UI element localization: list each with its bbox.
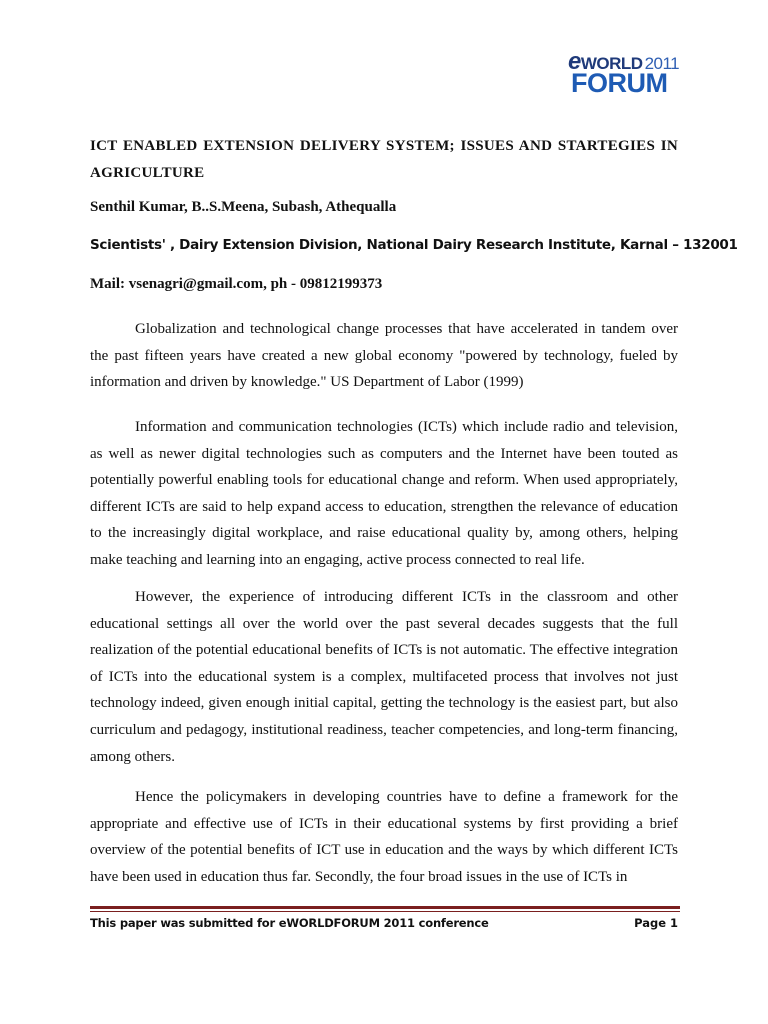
paper-title: ICT ENABLED EXTENSION DELIVERY SYSTEM; ISSUES AND STARTEGIES IN AGRICULTURE: [90, 138, 678, 181]
paper-authors: Senthil Kumar, B..S.Meena, Subash, Athequalla: [90, 199, 397, 215]
body-paragraph: Information and communication technologies (ICTs) which include radio and television, as well as newer digital technologies such as computers and the Internet have been touted as potentially powerful enabling tools for educational change and reform. When used appropriately, different ICTs are said to help expand access to education, strengthen the relevance of education to the increasingly digital workplace, and raise educational quality by, among others, helping make teaching and learning into an engaging, active process connected to real life.: [90, 419, 678, 568]
footer-divider-thin: [90, 911, 680, 912]
logo-year: 2011: [644, 54, 680, 73]
footer-divider: [90, 906, 680, 909]
logo-forum: FORUM: [571, 68, 668, 98]
logo-e: e: [568, 48, 581, 75]
page-number: Page 1: [634, 916, 678, 930]
body-paragraph: However, the experience of introducing different ICTs in the classroom and other educational settings all over the world over the past several decades suggests that the full realization of the potential educational benefits of ICTs is not automatic. The effective integration of ICTs into the educational system is a complex, multifaceted process that involves not just technology indeed, given enough initial capital, getting the technology is the easiest part, but also curriculum and pedagogy, institutional readiness, teacher competencies, and long-term financing, among others.: [90, 589, 678, 765]
body-paragraph: Hence the policymakers in developing countries have to define a framework for the appropriate and effective use of ICTs in their educational systems by first providing a brief overview of the potential benefits of ICT use in education and the ways by which different ICTs have been used in education thus far. Secondly, the four broad issues in the use of ICTs in: [90, 789, 678, 885]
logo-world: WORLD: [580, 54, 643, 73]
body-paragraph: Globalization and technological change processes that have accelerated in tandem over the past fifteen years have created a new global economy "powered by technology, fueled by information and driven by knowledge." US Department of Labor (1999): [90, 321, 678, 391]
paper-affiliation: Scientists' , Dairy Extension Division, National Dairy Research Institute, Karnal – 132001: [90, 237, 738, 253]
footer-note: This paper was submitted for eWORLDFORUM 2011 conference: [90, 916, 489, 930]
eworld-forum-logo: [568, 48, 678, 98]
paper-contact: Mail: vsenagri@gmail.com, ph - 09812199373: [90, 276, 383, 292]
